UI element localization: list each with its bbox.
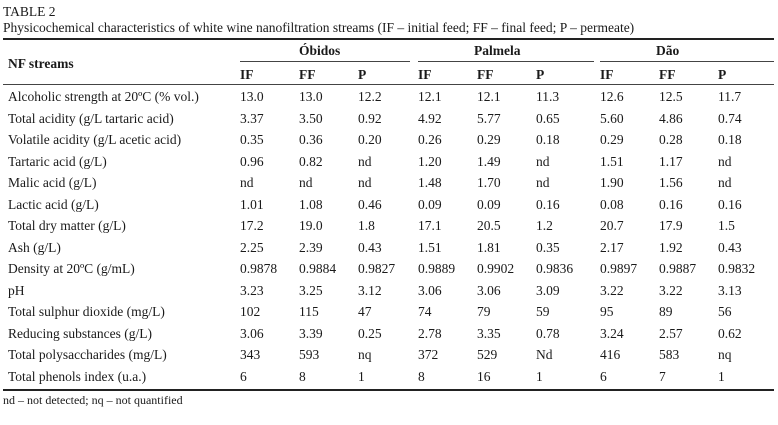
table-cell: 0.43 bbox=[718, 239, 742, 255]
table-cell: 11.3 bbox=[536, 89, 560, 104]
subheader-obidos-ff: FF bbox=[299, 67, 316, 82]
header-rule bbox=[3, 84, 774, 85]
table-row bbox=[3, 323, 774, 345]
row-label: Ash (g/L) bbox=[8, 239, 61, 255]
table-cell: 2.57 bbox=[659, 325, 683, 341]
table-cell: 12.1 bbox=[418, 89, 442, 104]
table-cell: 11.7 bbox=[718, 89, 742, 104]
table-cell: 0.43 bbox=[358, 239, 382, 255]
subheader-dao-p: P bbox=[718, 67, 727, 82]
table-cell: 17.1 bbox=[418, 218, 442, 233]
table-label: TABLE 2 bbox=[3, 4, 56, 19]
table-cell: 3.50 bbox=[299, 110, 323, 126]
table-cell: 1.5 bbox=[718, 218, 735, 233]
subheader-palmela-ff: FF bbox=[477, 67, 494, 82]
row-label: Density at 20ºC (g/mL) bbox=[8, 261, 135, 276]
table-cell: 95 bbox=[600, 304, 614, 319]
table-cell: 0.09 bbox=[418, 196, 442, 212]
table-cell: 0.9827 bbox=[358, 261, 396, 276]
table-cell: 3.24 bbox=[600, 325, 624, 341]
row-label: Total phenols index (u.a.) bbox=[8, 368, 147, 384]
table-cell: 115 bbox=[299, 304, 319, 319]
group-underline-palmela bbox=[418, 61, 594, 62]
row-label: Total acidity (g/L tartaric acid) bbox=[8, 110, 174, 126]
group-underline-dao bbox=[600, 61, 774, 62]
table-cell: 343 bbox=[240, 347, 261, 362]
table-cell: 372 bbox=[418, 347, 439, 362]
table-cell: nd bbox=[536, 153, 550, 169]
table-cell: 1.90 bbox=[600, 175, 624, 190]
table-cell: 0.26 bbox=[418, 132, 442, 147]
table-cell: 3.13 bbox=[718, 282, 742, 298]
table-row bbox=[3, 172, 774, 194]
table-footnote: nd – not detected; nq – not quantified bbox=[3, 393, 183, 407]
row-label: Total dry matter (g/L) bbox=[8, 218, 126, 233]
row-label: Alcoholic strength at 20ºC (% vol.) bbox=[8, 89, 199, 104]
table-cell: 17.9 bbox=[659, 218, 683, 233]
table-cell: 1.81 bbox=[477, 239, 501, 255]
table-row bbox=[3, 86, 774, 108]
table-cell: 1.17 bbox=[659, 153, 683, 169]
table-row bbox=[3, 258, 774, 280]
table-cell: 3.39 bbox=[299, 325, 323, 341]
table-cell: 1 bbox=[358, 368, 365, 384]
table-cell: 1.01 bbox=[240, 196, 264, 212]
table-cell: 3.12 bbox=[358, 282, 382, 298]
table-cell: 7 bbox=[659, 368, 666, 384]
table-cell: 0.29 bbox=[477, 132, 501, 147]
table-cell: 3.22 bbox=[659, 282, 683, 298]
table-cell: 56 bbox=[718, 304, 732, 319]
table-cell: 3.35 bbox=[477, 325, 501, 341]
row-label: Lactic acid (g/L) bbox=[8, 196, 99, 212]
table-cell: 13.0 bbox=[240, 89, 264, 104]
table-cell: 6 bbox=[240, 368, 247, 384]
table-cell: 2.39 bbox=[299, 239, 323, 255]
table-cell: 6 bbox=[600, 368, 607, 384]
table-cell: nq bbox=[358, 347, 372, 362]
table-cell: 89 bbox=[659, 304, 673, 319]
table-cell: 0.46 bbox=[358, 196, 382, 212]
table-cell: 1.70 bbox=[477, 175, 501, 190]
table-cell: 0.16 bbox=[718, 196, 742, 212]
table-cell: 1.08 bbox=[299, 196, 323, 212]
table-cell: 0.92 bbox=[358, 110, 382, 126]
table-cell: 12.2 bbox=[358, 89, 382, 104]
table-cell: 1 bbox=[718, 368, 725, 384]
table-cell: 583 bbox=[659, 347, 680, 362]
table-cell: 0.9878 bbox=[240, 261, 278, 276]
table-cell: 0.35 bbox=[536, 239, 560, 255]
table-cell: 12.6 bbox=[600, 89, 624, 104]
table-cell: 0.25 bbox=[358, 325, 382, 341]
table-cell: 529 bbox=[477, 347, 498, 362]
table-cell: 0.82 bbox=[299, 153, 323, 169]
table-cell: 0.74 bbox=[718, 110, 742, 126]
subheader-palmela-if: IF bbox=[418, 67, 432, 82]
table-cell: 1.51 bbox=[600, 153, 624, 169]
table-cell: 1 bbox=[536, 368, 543, 384]
table-row bbox=[3, 237, 774, 259]
table-cell: 0.16 bbox=[536, 196, 560, 212]
table-cell: 16 bbox=[477, 368, 491, 384]
table-cell: 20.5 bbox=[477, 218, 501, 233]
row-label: Volatile acidity (g/L acetic acid) bbox=[8, 132, 182, 147]
table-cell: nd bbox=[358, 175, 372, 190]
table-cell: 1.8 bbox=[358, 218, 375, 233]
table-cell: 1.51 bbox=[418, 239, 442, 255]
table-cell: 17.2 bbox=[240, 218, 264, 233]
table-cell: 0.35 bbox=[240, 132, 264, 147]
subheader-dao-ff: FF bbox=[659, 67, 676, 82]
table-cell: 0.08 bbox=[600, 196, 624, 212]
row-label: Total sulphur dioxide (mg/L) bbox=[8, 304, 165, 319]
table-cell: 0.20 bbox=[358, 132, 382, 147]
table-cell: 8 bbox=[418, 368, 425, 384]
table-cell: 0.28 bbox=[659, 132, 683, 147]
table-cell: 47 bbox=[358, 304, 372, 319]
table-cell: 74 bbox=[418, 304, 432, 319]
table-cell: 19.0 bbox=[299, 218, 323, 233]
table-cell: 1.92 bbox=[659, 239, 683, 255]
subheader-palmela-p: P bbox=[536, 67, 545, 82]
table-cell: nd bbox=[536, 175, 550, 190]
table-cell: 0.9897 bbox=[600, 261, 638, 276]
table-cell: 593 bbox=[299, 347, 320, 362]
table-cell: 5.60 bbox=[600, 110, 624, 126]
table-cell: 1.2 bbox=[536, 218, 553, 233]
table-cell: nd bbox=[718, 175, 732, 190]
table-cell: 0.62 bbox=[718, 325, 742, 341]
subheader-dao-if: IF bbox=[600, 67, 614, 82]
table-cell: Nd bbox=[536, 347, 553, 362]
bottom-rule bbox=[3, 389, 774, 391]
table-cell: nd bbox=[358, 153, 372, 169]
group-header-obidos: Óbidos bbox=[299, 43, 341, 58]
table-cell: 0.9884 bbox=[299, 261, 337, 276]
table-cell: 1.48 bbox=[418, 175, 442, 190]
table-cell: 12.5 bbox=[659, 89, 683, 104]
table-cell: 0.9902 bbox=[477, 261, 515, 276]
table-caption: Physicochemical characteristics of white wine nanofiltration streams (IF – initial feed; FF – final feed; P – permeate) bbox=[3, 20, 635, 35]
subheader-obidos-p: P bbox=[358, 67, 367, 82]
table-cell: 2.78 bbox=[418, 325, 442, 341]
table-cell: 3.06 bbox=[240, 325, 264, 341]
table-cell: nd bbox=[718, 153, 732, 169]
group-header-dao: Dão bbox=[656, 43, 680, 58]
table-cell: 3.22 bbox=[600, 282, 624, 298]
table-cell: 3.06 bbox=[418, 282, 442, 298]
table-cell: 3.25 bbox=[299, 282, 323, 298]
table-row bbox=[3, 215, 774, 237]
row-label: Reducing substances (g/L) bbox=[8, 325, 152, 341]
table-cell: 0.09 bbox=[477, 196, 501, 212]
table-row bbox=[3, 129, 774, 151]
table-cell: 4.86 bbox=[659, 110, 683, 126]
table-cell: 0.96 bbox=[240, 153, 264, 169]
row-label: Malic acid (g/L) bbox=[8, 175, 97, 190]
table-cell: 0.9889 bbox=[418, 261, 456, 276]
table-cell: 59 bbox=[536, 304, 550, 319]
table-cell: 2.25 bbox=[240, 239, 264, 255]
table-row bbox=[3, 108, 774, 130]
table-cell: 3.37 bbox=[240, 110, 264, 126]
table-cell: 0.36 bbox=[299, 132, 323, 147]
table-cell: nd bbox=[299, 175, 313, 190]
table-cell: 1.49 bbox=[477, 153, 501, 169]
table-cell: 1.20 bbox=[418, 153, 442, 169]
data-table bbox=[3, 86, 774, 387]
table-cell: 2.17 bbox=[600, 239, 624, 255]
table-cell: 12.1 bbox=[477, 89, 501, 104]
top-rule bbox=[3, 38, 774, 40]
table-cell: 3.06 bbox=[477, 282, 501, 298]
table-cell: 0.29 bbox=[600, 132, 624, 147]
table-cell: 4.92 bbox=[418, 110, 442, 126]
row-header: NF streams bbox=[8, 56, 74, 71]
table-cell: 0.16 bbox=[659, 196, 683, 212]
group-header-palmela: Palmela bbox=[474, 43, 521, 58]
table-cell: 79 bbox=[477, 304, 491, 319]
table-cell: 0.78 bbox=[536, 325, 560, 341]
table-cell: 0.9836 bbox=[536, 261, 574, 276]
table-cell: 0.9887 bbox=[659, 261, 697, 276]
table-cell: 8 bbox=[299, 368, 306, 384]
table-cell: 0.9832 bbox=[718, 261, 756, 276]
table-cell: 102 bbox=[240, 304, 261, 319]
table-row bbox=[3, 280, 774, 302]
table-row bbox=[3, 301, 774, 323]
table-cell: 416 bbox=[600, 347, 621, 362]
table-cell: 3.23 bbox=[240, 282, 264, 298]
table-cell: 0.18 bbox=[718, 132, 742, 147]
subheader-obidos-if: IF bbox=[240, 67, 254, 82]
table-row bbox=[3, 366, 774, 388]
row-label: Total polysaccharides (mg/L) bbox=[8, 347, 167, 362]
table-cell: 5.77 bbox=[477, 110, 501, 126]
table-row bbox=[3, 194, 774, 216]
table-cell: nd bbox=[240, 175, 254, 190]
table-row bbox=[3, 151, 774, 173]
table-row bbox=[3, 344, 774, 366]
table-cell: 20.7 bbox=[600, 218, 624, 233]
row-label: Tartaric acid (g/L) bbox=[8, 153, 107, 169]
table-cell: 0.18 bbox=[536, 132, 560, 147]
table-cell: 1.56 bbox=[659, 175, 683, 190]
row-label: pH bbox=[8, 282, 25, 298]
table-cell: 3.09 bbox=[536, 282, 560, 298]
group-underline-obidos bbox=[240, 61, 410, 62]
table-cell: 0.65 bbox=[536, 110, 560, 126]
table-cell: 13.0 bbox=[299, 89, 323, 104]
table-cell: nq bbox=[718, 347, 732, 362]
